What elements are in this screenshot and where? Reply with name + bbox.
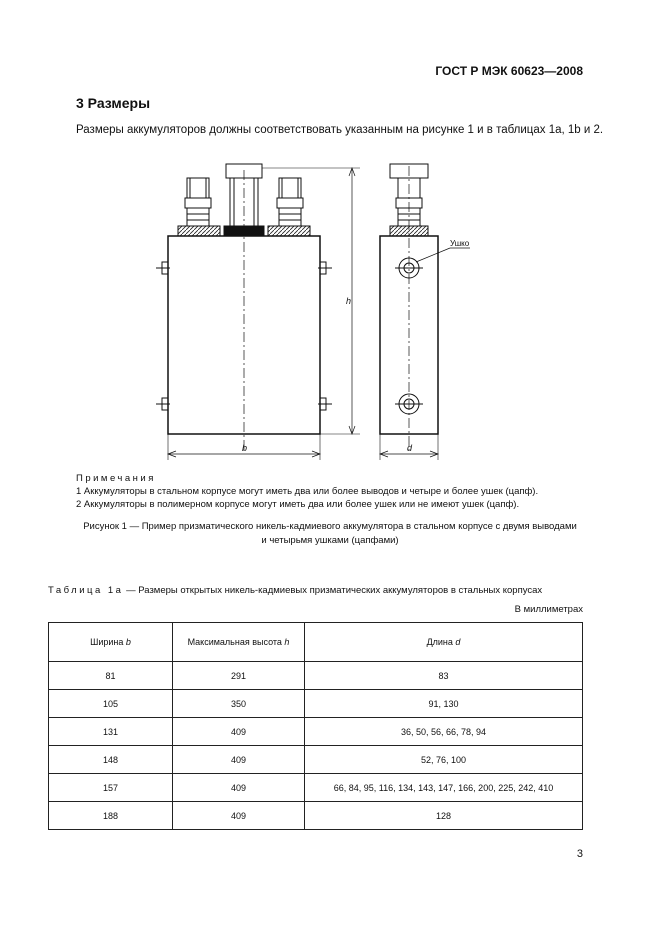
figure-caption	[50, 520, 610, 548]
table-row	[49, 802, 583, 830]
figure-caption-line: Рисунок 1 — Пример призматического никель-кадмиевого аккумулятора в стальном корпусе с двумя выводами	[83, 521, 577, 532]
cell-height: 409	[173, 802, 305, 830]
cell-length: 128	[305, 802, 583, 830]
dim-label-h: h	[346, 296, 352, 306]
cell-width: 188	[49, 802, 173, 830]
section-title: 3 Размеры	[76, 95, 151, 111]
header-length	[305, 623, 583, 662]
dim-label-d: d	[407, 443, 413, 453]
dimensions-table	[48, 622, 583, 830]
header-var: h	[284, 637, 290, 647]
cell-height: 350	[173, 690, 305, 718]
table-units: В миллиметрах	[514, 604, 583, 615]
header-text: Максимальная высота	[187, 637, 285, 647]
cell-length: 52, 76, 100	[305, 746, 583, 774]
cell-width: 148	[49, 746, 173, 774]
header-var: d	[455, 637, 461, 647]
figure-caption-line: и четырьмя ушками (цапфами)	[261, 535, 399, 546]
cell-length: 36, 50, 56, 66, 78, 94	[305, 718, 583, 746]
right-terminal	[277, 178, 303, 226]
left-terminal	[185, 178, 211, 226]
cell-length: 66, 84, 95, 116, 134, 143, 147, 166, 200, 225, 242, 410	[305, 774, 583, 802]
table-row	[49, 774, 583, 802]
cell-length: 83	[305, 662, 583, 690]
note-item: 2 Аккумуляторы в полимерном корпусе могут иметь два или более ушек или не имеют ушек (цапф).	[76, 499, 520, 510]
cell-width: 131	[49, 718, 173, 746]
header-text: Длина	[426, 637, 456, 647]
table-row	[49, 690, 583, 718]
table-row	[49, 662, 583, 690]
cell-length: 91, 130	[305, 690, 583, 718]
header-width	[49, 623, 173, 662]
table-caption-text: — Размеры открытых никель-кадмиевых призматических аккумуляторов в стальных корпусах	[123, 585, 543, 596]
table-row	[49, 746, 583, 774]
document-header: ГОСТ Р МЭК 60623—2008	[435, 64, 583, 78]
dim-label-b: b	[242, 443, 248, 453]
cell-height: 409	[173, 774, 305, 802]
battery-drawing	[150, 158, 470, 463]
table-row	[49, 718, 583, 746]
lug-label: Ушко	[450, 239, 470, 248]
header-text: Ширина	[90, 637, 126, 647]
table-caption-label: Таблица 1a	[48, 585, 124, 596]
notes-title: Примечания	[76, 473, 156, 484]
header-var: b	[125, 637, 131, 647]
cell-width: 157	[49, 774, 173, 802]
cell-height: 409	[173, 746, 305, 774]
note-item: 1 Аккумуляторы в стальном корпусе могут иметь два или более выводов и четыре и более ушек (цапф).	[76, 486, 539, 497]
intro-paragraph: Размеры аккумуляторов должны соответствовать указанным на рисунке 1 и в таблицах 1а, 1b и 2.	[76, 124, 604, 136]
cell-height: 291	[173, 662, 305, 690]
cell-width: 81	[49, 662, 173, 690]
header-height	[173, 623, 305, 662]
table-caption	[48, 585, 542, 596]
notes-block	[76, 472, 538, 511]
page-number: 3	[576, 848, 583, 860]
cell-height: 409	[173, 718, 305, 746]
cell-width: 105	[49, 690, 173, 718]
